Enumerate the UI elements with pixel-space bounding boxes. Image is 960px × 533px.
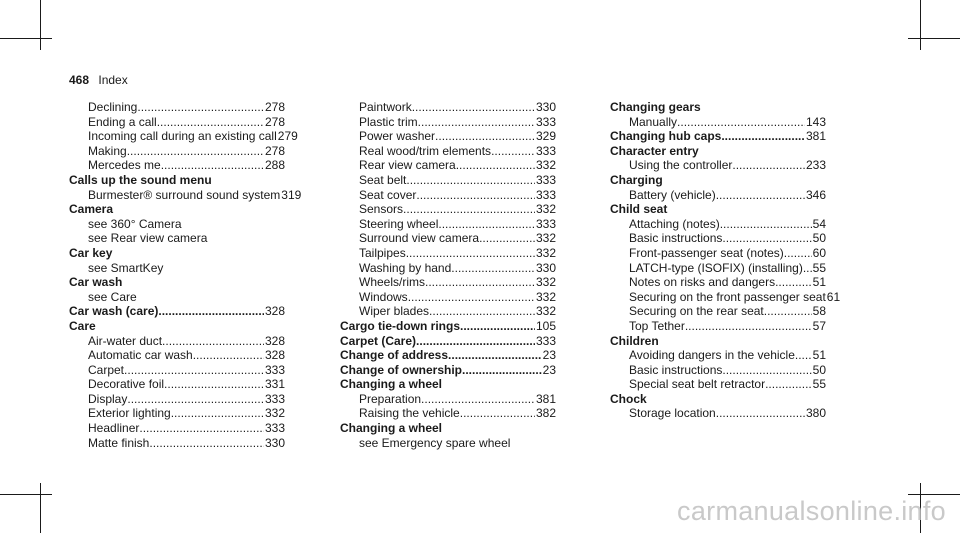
leader-dots [784, 246, 812, 261]
index-subentry [340, 275, 556, 290]
leader-dots [416, 334, 535, 349]
leader-dots [149, 436, 264, 451]
entry-text: Display [88, 391, 128, 406]
entry-text: Seat cover [359, 187, 417, 202]
index-subentry [69, 129, 298, 144]
index-heading [610, 144, 826, 159]
page-reference: 55 [812, 260, 826, 275]
leader-dots [124, 363, 264, 378]
index-subentry [610, 217, 826, 232]
page-reference: 332 [535, 202, 556, 217]
page-reference: 333 [264, 362, 285, 377]
leader-dots [803, 261, 812, 276]
entry-text: Wheels/rims [359, 275, 426, 290]
entry-text: Basic instructions [629, 362, 723, 377]
index-subentry [340, 144, 556, 159]
index-subentry [69, 231, 285, 246]
leader-dots [795, 348, 812, 363]
index-subentry [69, 392, 285, 407]
entry-text: Manually [629, 114, 678, 129]
leader-dots [418, 115, 535, 130]
entry-text: Charging [610, 172, 663, 187]
page-reference: 278 [264, 114, 285, 129]
index-subentry [340, 246, 556, 261]
entry-text: Changing hub caps [610, 129, 722, 144]
index-subentry [69, 158, 285, 173]
entry-text: Headliner [88, 421, 140, 436]
page-reference: 332 [535, 275, 556, 290]
page-reference: 333 [264, 391, 285, 406]
leader-dots [429, 304, 535, 319]
leader-dots [764, 304, 812, 319]
entry-text: Change of ownership [340, 362, 463, 377]
index-subentry [69, 144, 285, 159]
index-subentry [340, 188, 556, 203]
page-reference: 333 [264, 421, 285, 436]
index-heading [610, 202, 826, 217]
leader-dots [438, 217, 535, 232]
leader-dots [139, 421, 264, 436]
crop-mark [40, 0, 41, 50]
page-reference: 278 [264, 143, 285, 158]
entry-text: Changing a wheel [340, 377, 443, 392]
page-reference: 332 [535, 289, 556, 304]
index-heading [610, 100, 826, 115]
index-subentry [340, 173, 556, 188]
page-reference: 55 [812, 377, 826, 392]
index-subentry [69, 421, 285, 436]
page-reference: 278 [264, 100, 285, 114]
page-reference: 143 [805, 114, 826, 129]
page-reference: 381 [535, 391, 556, 406]
page-reference: 319 [281, 187, 302, 202]
entry-text: Special seat belt retractor [629, 377, 766, 392]
entry-text: Calls up the sound menu [69, 172, 212, 187]
leader-dots [162, 334, 264, 349]
entry-text: Car key [69, 245, 113, 260]
entry-text: Incoming call during an existing call [88, 129, 277, 144]
index-subentry [69, 290, 285, 305]
leader-dots [722, 363, 811, 378]
entry-text: Carpet [88, 362, 125, 377]
entry-text: Character entry [610, 143, 699, 158]
index-subentry [69, 377, 285, 392]
index-subentry [610, 158, 826, 173]
leader-dots [775, 275, 812, 290]
entry-text: Changing a wheel [340, 421, 443, 436]
page-reference: 332 [535, 245, 556, 260]
page-reference: 60 [812, 245, 826, 260]
page-reference: 333 [535, 114, 556, 129]
index-column-3 [610, 100, 841, 421]
page-reference: 328 [264, 348, 285, 363]
page-reference: 105 [535, 318, 556, 333]
leader-dots [158, 304, 264, 319]
index-heading [340, 421, 556, 436]
index-subentry [610, 261, 826, 276]
index-subentry [69, 100, 285, 115]
leader-dots [425, 275, 535, 290]
entry-text: see Emergency spare wheel [359, 435, 511, 450]
entry-text: Declining [88, 100, 138, 114]
entry-text: Power washer [359, 129, 436, 144]
index-column-1 [69, 100, 302, 450]
index-heading [340, 319, 556, 334]
entry-text: see Care [88, 289, 137, 304]
entry-text: Preparation [359, 391, 422, 406]
index-heading [340, 348, 556, 363]
entry-text: Securing on the rear seat [629, 304, 764, 319]
index-subentry [340, 304, 556, 319]
entry-text: Camera [69, 202, 114, 217]
page-reference: 50 [812, 362, 826, 377]
leader-dots [421, 392, 535, 407]
entry-text: Battery (vehicle) [629, 187, 716, 202]
leader-dots [403, 202, 535, 217]
entry-text: see Rear view camera [88, 231, 208, 246]
entry-text: Carpet (Care) [340, 333, 417, 348]
index-heading [610, 392, 826, 407]
entry-text: Cargo tie-down rings [340, 318, 460, 333]
entry-text: Using the controller [629, 158, 733, 173]
entry-text: Basic instructions [629, 231, 723, 246]
leader-dots [406, 173, 535, 188]
page-reference: 333 [535, 216, 556, 231]
entry-text: Exterior lighting [88, 406, 171, 421]
page-reference: 57 [812, 318, 826, 333]
page-reference: 23 [542, 348, 556, 363]
leader-dots [127, 144, 264, 159]
page-reference: 333 [535, 187, 556, 202]
page-reference: 58 [812, 304, 826, 319]
entry-text: Making [88, 143, 127, 158]
leader-dots [448, 348, 542, 363]
crop-mark [0, 38, 52, 39]
entry-text: Matte finish [88, 435, 150, 450]
leader-dots [408, 290, 535, 305]
crop-mark [40, 483, 41, 533]
entry-text: Top Tether [629, 318, 685, 333]
entry-text: Wiper blades [359, 304, 430, 319]
index-subentry [340, 202, 556, 217]
entry-text: Child seat [610, 202, 668, 217]
page-reference: 61 [826, 289, 841, 304]
leader-dots [716, 406, 805, 421]
leader-dots [456, 158, 535, 173]
entry-text: Car wash (care) [69, 304, 159, 319]
index-subentry [340, 100, 556, 115]
crop-mark [920, 0, 921, 50]
leader-dots [722, 231, 811, 246]
entry-text: Decorative foil [88, 377, 165, 392]
section-title: Index [98, 73, 128, 87]
page-reference: 333 [535, 172, 556, 187]
entry-text: Sensors [359, 202, 404, 217]
index-subentry [610, 188, 826, 203]
entry-text: Attaching (notes) [629, 216, 720, 231]
entry-text: Seat belt [359, 172, 407, 187]
index-subentry [340, 290, 556, 305]
entry-text: Air-water duct [88, 333, 163, 348]
leader-dots [491, 144, 535, 159]
leader-dots [435, 129, 535, 144]
page-reference: 332 [535, 158, 556, 173]
index-subentry [610, 275, 826, 290]
index-subentry [69, 115, 285, 130]
page-reference: 381 [805, 129, 826, 144]
leader-dots [462, 363, 542, 378]
index-heading [340, 363, 556, 378]
leader-dots [157, 115, 264, 130]
entry-text: Steering wheel [359, 216, 439, 231]
leader-dots [685, 319, 812, 334]
entry-text: Burmester® surround sound system [88, 187, 281, 202]
index-heading [610, 173, 826, 188]
entry-text: Raising the vehicle [359, 406, 460, 421]
entry-text: Paintwork [359, 100, 412, 114]
index-subentry [340, 261, 556, 276]
leader-dots [677, 115, 805, 130]
index-subentry [610, 231, 826, 246]
index-subentry [610, 319, 826, 334]
index-heading [340, 377, 556, 392]
page-reference: 332 [264, 406, 285, 421]
index-subentry [610, 348, 826, 363]
page-number: 468 [69, 73, 90, 87]
page-reference: 330 [535, 260, 556, 275]
entry-text: Children [610, 333, 659, 348]
index-heading [610, 334, 826, 349]
entry-text: Changing gears [610, 100, 701, 114]
index-heading [69, 304, 285, 319]
index-subentry [340, 158, 556, 173]
page-reference: 50 [812, 231, 826, 246]
page-reference: 332 [535, 304, 556, 319]
page-reference: 279 [277, 129, 298, 144]
index-column-2 [340, 100, 556, 450]
page-reference: 346 [805, 187, 826, 202]
index-heading [69, 173, 285, 188]
index-subentry [340, 436, 556, 451]
index-subentry [340, 392, 556, 407]
index-subentry [340, 129, 556, 144]
page-reference: 328 [264, 304, 285, 319]
index-subentry [69, 187, 302, 203]
entry-text: Storage location [629, 406, 716, 421]
entry-text: Windows [359, 289, 408, 304]
page-reference: 332 [535, 231, 556, 246]
entry-text: LATCH-type (ISOFIX) (installing) [629, 260, 803, 275]
crop-mark [908, 38, 960, 39]
entry-text: Rear view camera [359, 158, 456, 173]
index-heading [610, 129, 826, 144]
index-subentry [340, 231, 556, 246]
index-subentry [69, 261, 285, 276]
page-reference: 333 [535, 143, 556, 158]
entry-text: Plastic trim [359, 114, 418, 129]
entry-text: Notes on risks and dangers [629, 275, 776, 290]
entry-text: Change of address [340, 348, 449, 363]
leader-dots [161, 158, 264, 173]
page-reference: 54 [812, 216, 826, 231]
leader-dots [416, 188, 535, 203]
entry-text: Chock [610, 391, 647, 406]
crop-mark [0, 494, 52, 495]
page-reference: 382 [535, 406, 556, 421]
index-heading [69, 246, 285, 261]
leader-dots [765, 377, 812, 392]
leader-dots [716, 188, 805, 203]
entry-text: see 360° Camera [88, 216, 182, 231]
index-subentry [610, 304, 826, 319]
crop-mark [908, 494, 960, 495]
index-subentry [69, 348, 285, 363]
page-reference: 233 [805, 158, 826, 173]
leader-dots [460, 319, 535, 334]
leader-dots [451, 261, 535, 276]
page-header [69, 73, 128, 87]
entry-text: Car wash [69, 275, 123, 290]
index-heading [69, 202, 285, 217]
entry-text: Tailpipes [359, 245, 406, 260]
index-subentry [69, 436, 285, 451]
leader-dots [721, 129, 805, 144]
page-reference: 51 [812, 275, 826, 290]
page-reference: 330 [535, 100, 556, 114]
index-subentry [610, 246, 826, 261]
entry-text: Front-passenger seat (notes) [629, 245, 784, 260]
leader-dots [127, 392, 264, 407]
page-reference: 51 [812, 348, 826, 363]
index-subentry [340, 406, 556, 421]
index-subentry [69, 406, 285, 421]
index-subentry [610, 363, 826, 378]
index-heading [69, 319, 285, 334]
index-heading [340, 334, 556, 349]
index-subentry [610, 115, 826, 130]
leader-dots [479, 231, 535, 246]
leader-dots [412, 100, 535, 115]
index-heading [69, 275, 285, 290]
page-reference: 330 [264, 435, 285, 450]
index-subentry [610, 289, 841, 305]
entry-text: Securing on the front passenger seat [629, 289, 826, 304]
leader-dots [164, 377, 264, 392]
page-reference: 328 [264, 333, 285, 348]
page-reference: 333 [535, 333, 556, 348]
leader-dots [460, 406, 535, 421]
entry-text: see SmartKey [88, 260, 164, 275]
index-subentry [69, 217, 285, 232]
leader-dots [406, 246, 535, 261]
index-subentry [340, 115, 556, 130]
entry-text: Washing by hand [359, 260, 452, 275]
index-subentry [610, 406, 826, 421]
index-subentry [340, 217, 556, 232]
page-reference: 380 [805, 406, 826, 421]
page-reference: 331 [264, 377, 285, 392]
leader-dots [193, 348, 264, 363]
page-reference: 288 [264, 158, 285, 173]
entry-text: Automatic car wash [88, 348, 193, 363]
index-subentry [610, 377, 826, 392]
entry-text: Care [69, 318, 96, 333]
entry-text: Mercedes me [88, 158, 161, 173]
page-reference: 329 [535, 129, 556, 144]
watermark: carmanualsonline.info [677, 496, 946, 526]
entry-text: Ending a call [88, 114, 157, 129]
page-reference: 23 [542, 362, 556, 377]
leader-dots [732, 158, 805, 173]
leader-dots [720, 217, 812, 232]
entry-text: Surround view camera [359, 231, 480, 246]
leader-dots [171, 406, 264, 421]
entry-text: Real wood/trim elements [359, 143, 492, 158]
leader-dots [137, 100, 264, 115]
entry-text: Avoiding dangers in the vehicle [629, 348, 795, 363]
index-subentry [69, 363, 285, 378]
index-subentry [69, 334, 285, 349]
